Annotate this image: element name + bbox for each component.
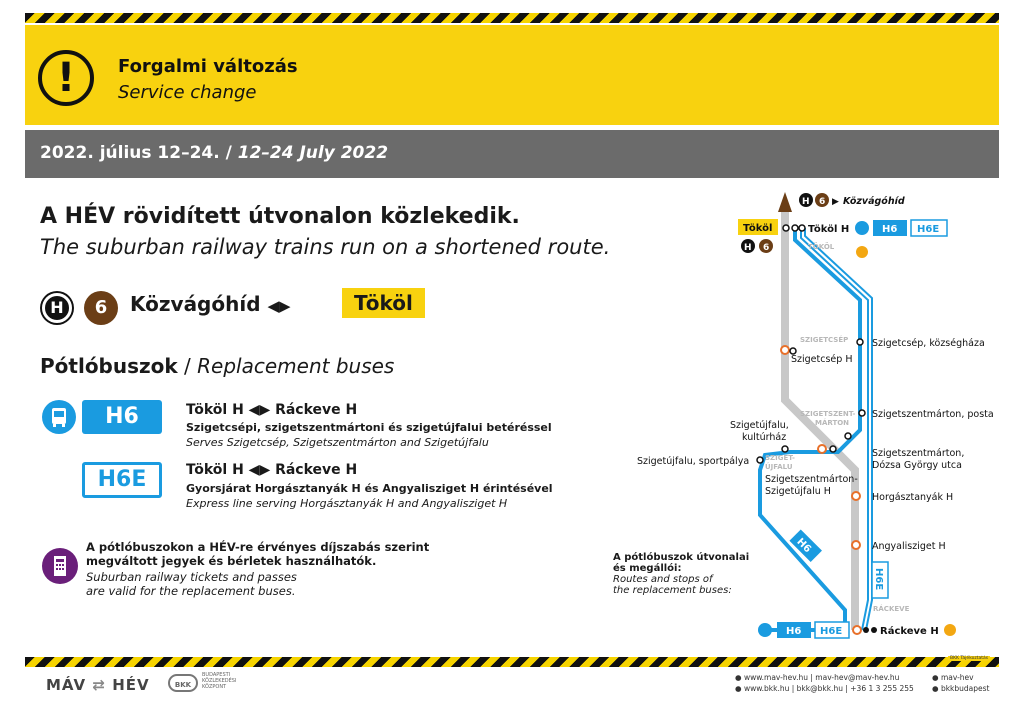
footer-mav-web[interactable]: www.mav-hev.hu — [743, 673, 808, 682]
orange-stop-angyalisziget — [852, 541, 860, 549]
service-h6-title: Tököl H ◀▶ Ráckeve H — [186, 402, 358, 418]
map-note-en-1: Routes and stops of — [613, 574, 713, 585]
social-icon: ● — [932, 673, 939, 682]
stop-dot-szigetcsep-kozseghaza — [857, 339, 863, 345]
ticket-glyph-icon — [42, 548, 78, 584]
logo-hev: HÉV — [112, 676, 150, 694]
route-from: Közvágóhíd — [130, 292, 261, 316]
date-hu: 2022. július 12–24. — [40, 143, 220, 163]
stop-dot-dozsa — [845, 433, 851, 439]
map-stop-szigetszentmarton-posta: Szigetszentmárton, posta — [872, 409, 994, 420]
footer-contact-2: ● www.bkk.hu | bkk@bkk.hu | +36 1 3 255 255 — [735, 684, 914, 693]
line-6-badge: 6 — [84, 291, 118, 325]
footer-social-1 — [932, 673, 974, 682]
map-tokol-h: Tököl H — [808, 224, 850, 235]
logo-bkk-text: BKK — [174, 681, 192, 689]
logo-arrows-icon: ⇄ — [92, 676, 106, 694]
bkk-sub-1: BUDAPESTI — [202, 672, 231, 678]
map-stop-szigetcsep-h: Szigetcsép H — [791, 354, 853, 365]
ticket-icon — [42, 548, 78, 584]
bus-icon — [42, 400, 76, 434]
tickets-hu-line1: A pótlóbuszokon a HÉV-re érvényes díjszabás szerint — [86, 540, 430, 554]
stop-dot-rackeve-a — [863, 627, 869, 633]
route-to-tokol: Tököl — [342, 288, 425, 318]
logo-mav: MÁV — [46, 676, 87, 694]
bkk-sub-2: KÖZLEKEDÉSI — [202, 678, 237, 684]
footer-social-2 — [932, 684, 989, 693]
map-bus-stop-icon-tokol — [856, 246, 868, 258]
map-stop-sportpalya: Szigetújfalu, sportpálya — [637, 456, 750, 467]
headline-en: The suburban railway trains run on a shortened route. — [40, 235, 611, 259]
bkk-small-label: BKK Tájékoztatás — [950, 656, 989, 661]
map-line6-tokol: 6 — [763, 243, 770, 253]
map-stop-kulturhaz-2: kultúrház — [742, 432, 787, 443]
gray-label-szigetszent-2: MÁRTON — [815, 419, 850, 427]
replacement-title-en: Replacement buses — [197, 354, 395, 378]
gray-label-szigetcsep: SZIGETCSÉP — [800, 336, 849, 344]
hazard-stripe-bottom — [25, 657, 999, 667]
map-h6-rackeve: H6 — [786, 626, 802, 637]
bkk-subtitle — [202, 672, 236, 690]
map-h6e-tokol: H6E — [917, 224, 940, 235]
replacement-title-hu: Pótlóbuszok — [40, 354, 178, 378]
service-h6e-title: Tököl H ◀▶ Ráckeve H — [186, 462, 358, 478]
replacement-title-sep: / — [177, 354, 198, 378]
service-h6e-sub-en: Express line serving Horgásztanyák H and Angyalisziget H — [186, 497, 508, 510]
orange-stop-szsz-szu — [818, 445, 826, 453]
stop-dot-kulturhaz — [782, 446, 788, 452]
map-bus-icon-rackeve — [758, 623, 772, 637]
gray-label-szigetujfalu-1: SZIGET- — [765, 454, 795, 462]
footer-bkk-email[interactable]: bkk@bkk.hu — [796, 684, 843, 693]
footer-mav-email[interactable]: mav-hev@mav-hev.hu — [815, 673, 900, 682]
map-stop-rackeve: Ráckeve H — [880, 626, 939, 637]
warning-exclamation-icon: ! — [38, 50, 94, 106]
stop-dot-rackeve-b — [871, 627, 877, 633]
map-stop-szigetcsep-kozseghaza: Szigetcsép, községháza — [872, 338, 985, 349]
tickets-en-line2: are valid for the replacement buses. — [86, 584, 296, 598]
footer-contact-1: ● www.mav-hev.hu | mav-hev@mav-hev.hu — [735, 673, 900, 682]
map-stop-kulturhaz-1: Szigetújfalu, — [730, 420, 789, 431]
map-hev-symbol-tokol: H — [744, 243, 752, 253]
service-h6-sub-en: Serves Szigetcsép, Szigetszentmárton and Szigetújfalu — [186, 436, 489, 449]
tickets-text-hu — [86, 540, 429, 568]
bkk-sub-3: KÖZPONT — [202, 684, 227, 690]
tickets-text-en — [86, 570, 297, 598]
stop-dot-tokol-c — [799, 225, 805, 231]
service-h6-sub-hu: Szigetcsépi, szigetszentmártoni és szigetújfalui betéréssel — [186, 421, 552, 434]
map-bus-stop-icon-rackeve — [944, 624, 956, 636]
h6e-badge: H6E — [82, 462, 162, 498]
map-stop-szsz-szu-1: Szigetszentmárton- — [765, 474, 858, 485]
stop-dot-tokol-a — [783, 225, 789, 231]
footer-logos — [46, 676, 150, 694]
orange-stop-rackeve — [853, 626, 861, 634]
service-h6e-sub-hu: Gyorsjárat Horgásztanyák H és Angyalisziget H érintésével — [186, 482, 553, 495]
route-line — [130, 292, 291, 316]
bus-glyph-icon — [42, 400, 76, 434]
map-stop-angyalisziget: Angyalisziget H — [872, 541, 946, 552]
tickets-hu-line2: megváltott jegyek és bérletek használhatók. — [86, 554, 377, 568]
footer-bkk-phone[interactable]: +36 1 3 255 255 — [850, 684, 914, 693]
gray-label-szigetujfalu-2: ÚJFALU — [765, 463, 793, 471]
map-stop-szsz-szu-2: Szigetújfalu H — [765, 486, 831, 497]
north-arrow-icon — [778, 192, 792, 212]
map-line6-top: 6 — [819, 197, 826, 207]
route-label-h6 — [789, 529, 822, 562]
hev-symbol-icon: H — [42, 293, 72, 323]
map-top-dest: Közvágóhíd — [843, 196, 905, 207]
map-bus-icon-tokol — [855, 221, 869, 235]
globe-icon: ● — [735, 673, 742, 682]
map-note-hu-2: és megállói: — [613, 563, 682, 574]
tickets-en-line1: Suburban railway tickets and passes — [86, 570, 297, 584]
orange-stop-szigetcsep — [781, 346, 789, 354]
map-hev-symbol-top: H — [802, 197, 810, 207]
hazard-stripe-top — [25, 13, 999, 23]
map-stop-horgasztanyak: Horgásztanyák H — [872, 492, 954, 503]
headline-hu: A HÉV rövidített útvonalon közlekedik. — [40, 204, 520, 229]
gray-label-rackeve: RÁCKEVE — [873, 605, 910, 613]
map-h6e-rackeve: H6E — [820, 626, 843, 637]
route-map — [600, 185, 1000, 655]
map-note-en-2: the replacement buses: — [613, 585, 732, 596]
stop-dot-szsz-szu — [830, 446, 836, 452]
date-line — [40, 143, 388, 163]
route-label-h6-text: H6 — [794, 536, 814, 556]
date-separator: / — [219, 143, 238, 163]
date-en: 12–24 July 2022 — [237, 143, 389, 163]
map-stop-dozsa-1: Szigetszentmárton, — [872, 448, 965, 459]
banner-title-en: Service change — [118, 82, 257, 103]
route-arrows: ◀▶ — [267, 297, 291, 315]
stop-dot-sportpalya — [757, 457, 763, 463]
gray-label-tokol: TÖKÖL — [808, 243, 835, 251]
replacement-title — [40, 354, 394, 378]
map-stop-dozsa-2: Dózsa György utca — [872, 460, 962, 471]
banner-title-hu: Forgalmi változás — [118, 56, 298, 77]
map-note-hu-1: A pótlóbuszok útvonalai — [613, 552, 750, 563]
footer-bkk-web[interactable]: www.bkk.hu — [743, 684, 790, 693]
map-h6-tokol: H6 — [882, 224, 898, 235]
play-arrow-icon: ▶ — [832, 197, 839, 207]
route-label-h6e — [872, 562, 888, 598]
orange-stop-horgasztanyak — [852, 492, 860, 500]
map-tokol-box-label: Tököl — [743, 223, 773, 234]
stop-dot-tokol-b — [792, 225, 798, 231]
route-label-h6e-text: H6E — [873, 568, 884, 591]
footer-bkk-social[interactable]: bkkbudapest — [940, 684, 990, 693]
logo-bkk — [168, 674, 198, 692]
stop-dot-szigetszentmarton-posta — [859, 410, 865, 416]
globe-icon-2: ● — [735, 684, 742, 693]
h6-badge: H6 — [82, 400, 162, 434]
social-icon-2: ● — [932, 684, 939, 693]
footer-mav-social[interactable]: mav-hev — [940, 673, 974, 682]
gray-label-szigetszent-1: SZIGETSZENT- — [800, 410, 856, 418]
